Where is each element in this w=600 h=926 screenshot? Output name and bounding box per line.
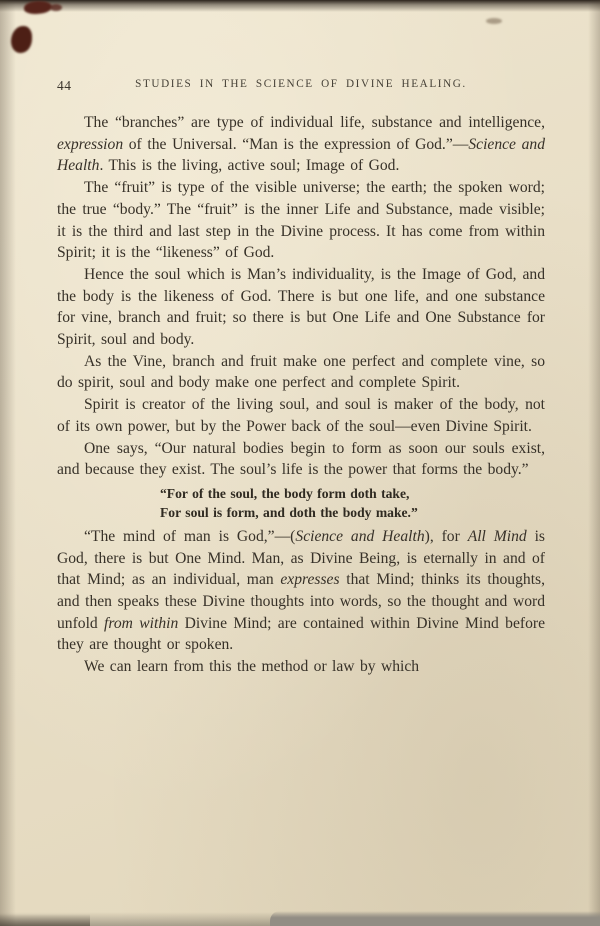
text-run: We can learn from this the method or law by which — [84, 658, 420, 676]
text-run: One says, “Our natural bodies begin to form as soon our souls exist, and because they exist. The soul’s life is the power that forms the body.” — [57, 439, 545, 479]
paragraph — [57, 438, 545, 481]
text-run: For soul is form, and doth the body make.” — [160, 505, 418, 521]
text-run: Hence the soul which is Man’s individuality, is the Image of God, and the body is the likeness of God. There is but one life, and one substance for vine, branch and fruit; so there is but One Life and One Substance for Spirit, soul and body. — [57, 265, 545, 349]
page-body — [57, 112, 545, 678]
text-run: As the Vine, branch and fruit make one perfect and complete vine, so do spirit, soul and body make one perfect and complete Spirit. — [57, 352, 545, 392]
paragraph — [57, 394, 545, 437]
text-run: “For of the soul, the body form doth take, — [160, 485, 410, 501]
text-run: Divine Mind; are contained within Divine Mind before they are thought or spoken. — [57, 614, 545, 654]
verse-quote — [160, 484, 545, 523]
italic-text-run: Science and Health — [57, 135, 546, 175]
paragraph — [57, 526, 545, 656]
text-run: that Mind; thinks its thoughts, and then speaks these Divine thoughts into words, so the thought and word unfold — [57, 571, 545, 632]
page-number: 44 — [57, 78, 72, 93]
text-run: ), for — [424, 527, 468, 545]
paragraph — [57, 112, 545, 177]
paragraph — [57, 656, 545, 678]
italic-text-run: expression — [57, 135, 124, 153]
paragraph — [57, 264, 545, 351]
paragraph — [57, 177, 545, 264]
text-run: is God, there is but One Mind. Man, as Divine Being, is eternally in and of that Mind; as an individual, man — [57, 527, 545, 589]
italic-text-run: All Mind — [467, 527, 527, 545]
italic-text-run: expresses — [280, 571, 340, 589]
text-run: . This is the living, active soul; Image of God. — [99, 157, 400, 175]
italic-text-run: Science and Health — [295, 527, 425, 545]
running-header: STUDIES IN THE SCIENCE OF DIVINE HEALING. — [135, 78, 467, 90]
text-run: of the Universal. “Man is the expression of God.”— — [123, 135, 469, 153]
running-header-row — [57, 78, 545, 96]
text-run: The “fruit” is type of the visible universe; the earth; the spoken word; the true “body.” The “fruit” is the inner Life and Substance, made visible; it is the third and last step in the Divine process. It has come from within Spirit; it is the “likeness” of God. — [57, 179, 545, 262]
text-run: “The mind of man is God,”—( — [84, 527, 296, 545]
text-run: The “branches” are type of individual life, substance and intelligence, — [84, 114, 545, 131]
italic-text-run: from within — [104, 614, 179, 632]
text-run: Spirit is creator of the living soul, and soul is maker of the body, not of its own power, but by the Power back of the soul—even Divine Spirit. — [57, 396, 545, 435]
paragraph — [57, 351, 545, 394]
